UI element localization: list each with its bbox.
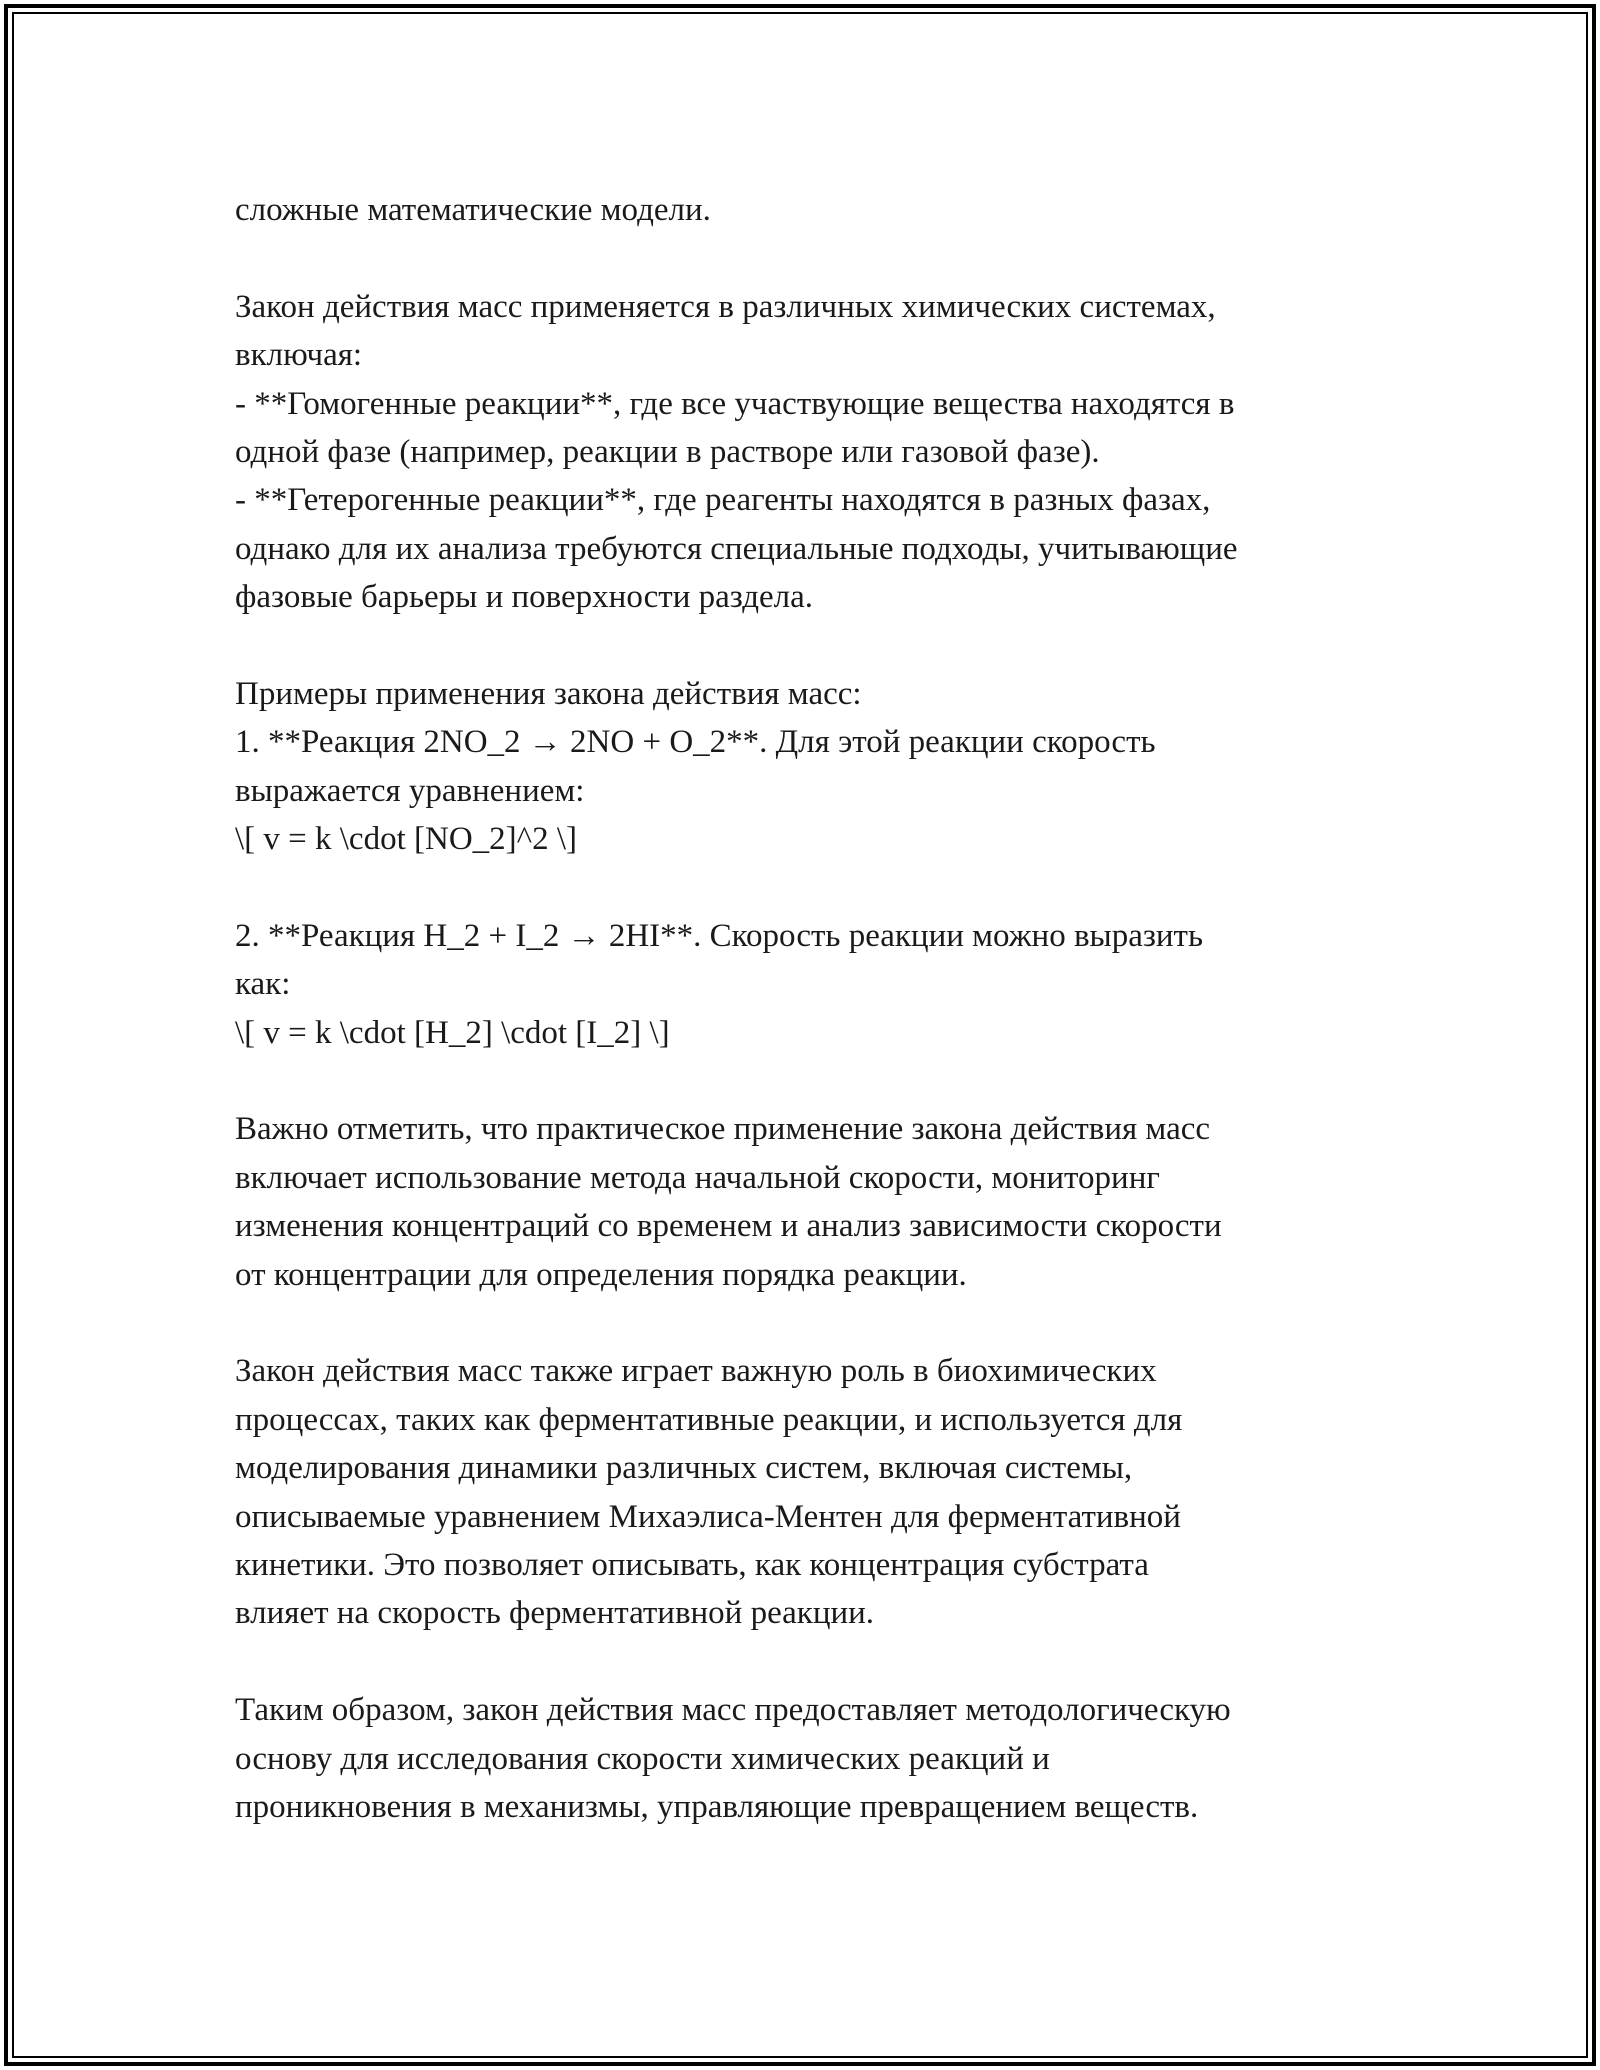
text-line: основу для исследования скорости химических реакций и [235,1740,1050,1777]
text-line: сложные математические модели. [235,192,711,228]
text-line: одной фазе (например, реакции в растворе или газовой фазе). [235,433,1100,470]
text-line: включая: [235,337,363,374]
text-line: Закон действия масс применяется в различных химических системах, [235,288,1216,325]
text-line: \[ v = k \cdot [H_2] \cdot [I_2] \] [235,1014,670,1051]
blank-line [235,863,1415,911]
text-line: Примеры применения закона действия масс: [235,675,862,712]
text-line: моделирования динамики различных систем, включая системы, [235,1450,1133,1487]
text-line: 1. **Реакция 2NO_2 → 2NO + O_2**. Для этой реакции скорость [235,724,1156,761]
text-line: - **Гомогенные реакции**, где все участвующие вещества находятся в [235,385,1235,422]
text-line: однако для их анализа требуются специальные подходы, учитывающие [235,530,1238,567]
document-body [235,186,1415,1831]
text-line: описываемые уравнением Михаэлиса-Ментен для ферментативной [235,1498,1181,1535]
text-line: как: [235,966,291,1003]
text-line: фазовые барьеры и поверхности раздела. [235,579,814,616]
blank-line [235,622,1415,670]
text-line: включает использование метода начальной скорости, мониторинг [235,1159,1160,1196]
blank-line [235,1638,1415,1686]
text-line: 2. **Реакция H_2 + I_2 → 2HI**. Скорость реакции можно выразить [235,917,1204,954]
blank-line [235,234,1415,282]
text-line: Закон действия масс также играет важную роль в биохимических [235,1353,1157,1390]
text-line: кинетики. Это позволяет описывать, как концентрация субстрата [235,1546,1149,1583]
text-line: - **Гетерогенные реакции**, где реагенты находятся в разных фазах, [235,482,1211,519]
text-line: Таким образом, закон действия масс предоставляет методологическую [235,1692,1231,1729]
blank-line [235,1299,1415,1347]
blank-line [235,1057,1415,1105]
text-line: \[ v = k \cdot [NO_2]^2 \] [235,821,578,858]
text-line: Важно отметить, что практическое применение закона действия масс [235,1111,1211,1148]
text-line: процессах, таких как ферментативные реакции, и используется для [235,1401,1183,1438]
text-line: изменения концентраций со временем и анализ зависимости скорости [235,1208,1222,1245]
text-line: выражается уравнением: [235,772,585,809]
text-line: проникновения в механизмы, управляющие превращением веществ. [235,1788,1199,1825]
text-line: от концентрации для определения порядка реакции. [235,1256,967,1293]
text-line: влияет на скорость ферментативной реакции. [235,1595,875,1632]
